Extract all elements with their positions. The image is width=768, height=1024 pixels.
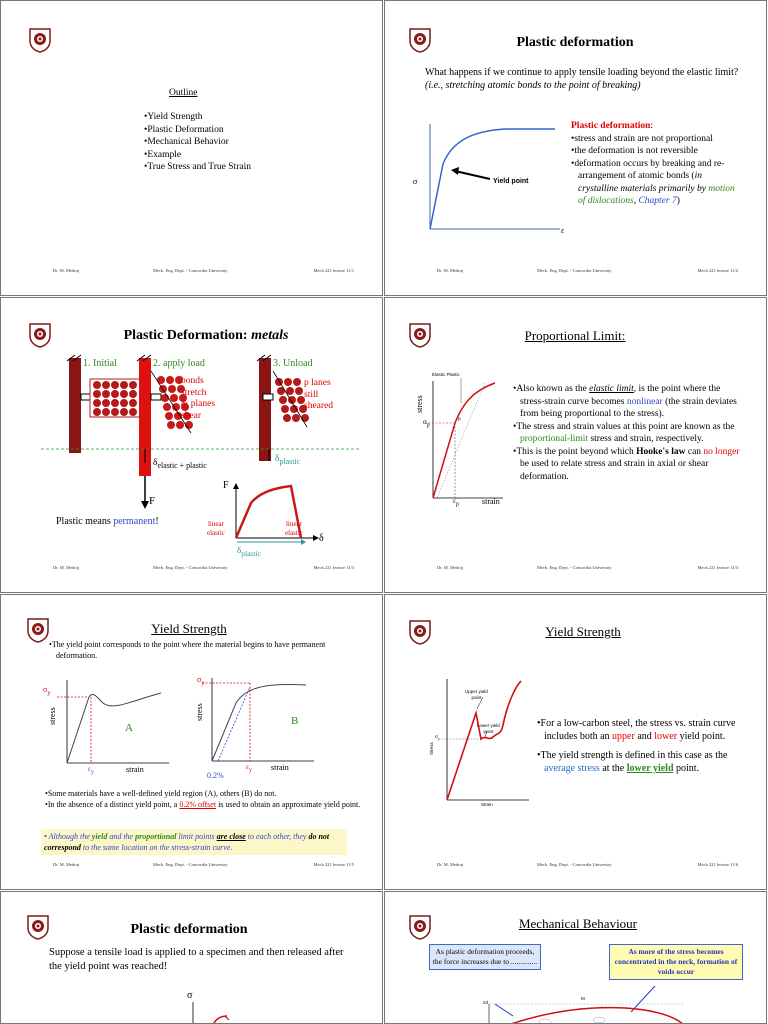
strain-axis-label: Strain xyxy=(481,802,493,807)
delta-elastic-plastic: $\delta_{elastic + plastic}$ xyxy=(153,458,207,470)
initial-label: 1. Initial xyxy=(83,358,117,369)
yield-intro: • The yield point corresponds to the point where the material begins to have permanent deformation. xyxy=(49,639,349,661)
sigma-y-a: $\sigma_y$ xyxy=(43,685,51,697)
footer-page: Mech 221 lecture 11/6 xyxy=(697,862,738,867)
footer-author: Dr. M. Medraj xyxy=(437,862,463,867)
strain-axis-label: strain xyxy=(482,497,500,506)
yield-curve-b xyxy=(206,673,316,768)
yield-strength-notes: • For a low-carbon steel, the stress vs. strain curve includes both an upper and lower yield point. • The yield strength is defined in this case as the average stress at the lower yield point. xyxy=(537,717,747,775)
stress-strain-curve xyxy=(405,119,570,239)
slide-title: Proportional Limit: xyxy=(524,328,626,343)
outline-item: • Mechanical Behavior xyxy=(144,136,251,149)
sigma-y-b: $\sigma_y$ xyxy=(197,675,205,687)
footer-dept: Mech. Eng. Dept. - Concordia University xyxy=(153,565,228,570)
outline-heading: Outline xyxy=(169,88,198,98)
outline-item: • True Stress and True Strain xyxy=(144,161,251,174)
stress-axis-label: stress xyxy=(415,395,424,413)
offset-label: 0.2% xyxy=(207,771,224,780)
footer-page: Mech 221 lecture 11/1 xyxy=(313,268,354,273)
slide-proportional-limit xyxy=(384,297,767,593)
outline-item: • Plastic Deformation xyxy=(144,124,251,137)
footer-author: Dr. M. Medraj xyxy=(437,268,463,273)
intro-text: Suppose a tensile load is applied to a specimen and then released after the yield point was reached! xyxy=(49,947,344,972)
footer-author: Dr. M. Medraj xyxy=(53,565,79,570)
concordia-logo-icon xyxy=(29,27,51,53)
slide-title: Mechanical Behaviour xyxy=(518,916,638,931)
outline-list xyxy=(144,111,251,174)
footer-page: Mech 221 lecture 11/4 xyxy=(697,565,738,570)
slide-outline xyxy=(0,0,383,296)
proportional-limit-curve xyxy=(425,373,505,503)
stress-axis-label: Stress xyxy=(429,742,434,755)
delta-plastic: $\delta_{plastic}$ xyxy=(275,454,301,466)
slide-title: Plastic Deformation: metals xyxy=(123,328,289,343)
footer-page: Mech 221 lecture 11/3 xyxy=(313,565,354,570)
slide-yield-strength-2 xyxy=(384,594,767,890)
slide-plastic-deformation-2 xyxy=(0,891,383,1024)
footer-author: Dr. M. Medraj xyxy=(53,268,79,273)
footer-dept: Mech. Eng. Dept. - Concordia University xyxy=(153,862,228,867)
slide-title: Yield Strength xyxy=(151,621,227,636)
label-b: B xyxy=(291,715,299,727)
footer-dept: Mech. Eng. Dept. - Concordia University xyxy=(537,565,612,570)
linear-elastic-right: linear elastic xyxy=(285,520,303,537)
callout-voids: As more of the stress becomes concentrated in the neck, formation of voids occur xyxy=(609,944,743,980)
outline-item: • Example xyxy=(144,149,251,162)
force-label: F xyxy=(149,495,156,507)
delta-axis-label: δ xyxy=(319,533,324,544)
sigma-axis-label: σ xyxy=(413,177,418,186)
sigma-axis-label: σ xyxy=(187,990,193,1001)
unload-label: 3. Unload xyxy=(273,358,313,369)
yield-point-label: Yield point xyxy=(493,178,529,185)
footer-dept: Mech. Eng. Dept. - Concordia University xyxy=(153,268,228,273)
partial-curve xyxy=(181,1000,261,1024)
slide-plastic-deformation-metals xyxy=(0,297,383,593)
footer-dept: Mech. Eng. Dept. - Concordia University xyxy=(537,862,612,867)
planes-sheared-note: p lanes still sheared xyxy=(304,378,334,411)
slide-title: Plastic deformation xyxy=(130,922,248,937)
elastic-plastic-label: Elastic Plastic xyxy=(432,372,460,377)
strain-axis-b: strain xyxy=(271,763,289,772)
apply-load-label: 2. apply load xyxy=(153,358,205,369)
yield-notes: • Some materials have a well-defined yield region (A), others (B) do not. • In the absence of a distinct yield point, a 0.2% offset is used to obtain an approximate yield point. xyxy=(45,788,365,810)
intro-question: What happens if we continue to apply tensile loading beyond the elastic limit? (i.e., stretching atomic bonds to the point of breaking) xyxy=(425,67,739,91)
footer-author: Dr. M. Medraj xyxy=(437,565,463,570)
stress-axis-a: stress xyxy=(48,707,57,725)
linear-elastic-left: linear elastic xyxy=(207,520,225,537)
highlight-note: • Although the yield and the proportional limit points are close to each other, they do not correspond to the same location on the stress-strain curve. xyxy=(41,829,347,855)
callout-force-increase: As plastic deformation proceeds, the force increases due to .............. xyxy=(429,944,541,970)
label-a: A xyxy=(125,722,133,734)
point-m-label: M xyxy=(581,996,585,1001)
slide-mechanical-behaviour xyxy=(384,891,767,1024)
sigma-y-label: $\sigma_y$ xyxy=(435,735,440,741)
footer-page: Mech 221 lecture 11/2 xyxy=(697,268,738,273)
force-axis-label: F xyxy=(223,480,229,491)
plastic-definition: Plastic deformation: • stress and strain are not proportional • the deformation is not reversible • deformation occurs by breaking and re-arrangement of atomic bonds (in crystalline materials primarily by motion of dislocations, Chapter 7) xyxy=(571,120,741,208)
eps-y-a: $\varepsilon_y$ xyxy=(88,765,94,776)
footer-dept: Mech. Eng. Dept. - Concordia University xyxy=(537,268,612,273)
footer-page: Mech 221 lecture 11/5 xyxy=(313,862,354,867)
epsilon-p-label: $\varepsilon_p$ xyxy=(453,497,459,508)
sigma-p-label: $\sigma_p$ xyxy=(423,418,430,429)
tick-label: 2d xyxy=(483,1000,489,1005)
yield-curve-a xyxy=(61,675,171,770)
eps-y-b: $\varepsilon_y$ xyxy=(246,763,252,774)
bonds-stretch-note: bonds stretch & planes shear xyxy=(181,376,216,421)
lower-yield-label: Lower yield point xyxy=(477,723,500,734)
slide-title: Plastic deformation xyxy=(516,35,634,50)
slide-title: Yield Strength xyxy=(545,624,621,639)
slide-plastic-deformation xyxy=(384,0,767,296)
upper-yield-label: Upper yield point xyxy=(465,689,488,700)
strain-axis-a: strain xyxy=(126,765,144,774)
stress-axis-b: stress xyxy=(195,703,204,721)
outline-item: • Yield Strength xyxy=(144,111,251,124)
epsilon-axis-label: ε xyxy=(561,226,565,235)
footer-author: Dr. M. Medraj xyxy=(53,862,79,867)
proportional-limit-notes: • Also known as the elastic limit, is the point where the stress-strain curve becomes nonlinear (the strain deviates from being proportional to the stress). • The stress and strain values at this point are known as the proportional-limit stress and strain, respectively. • This is the point beyond which Hooke's law can no longer be used to relate stress and strain in axial or shear deformation. xyxy=(513,383,745,483)
p-point-label: P xyxy=(458,418,461,423)
delta-plastic-axis: $\delta_{plastic}$ xyxy=(237,545,261,558)
mechanical-behaviour-curve xyxy=(385,976,765,1024)
slide-yield-strength-1 xyxy=(0,594,383,890)
permanent-note: Plastic means permanent! xyxy=(56,516,159,527)
